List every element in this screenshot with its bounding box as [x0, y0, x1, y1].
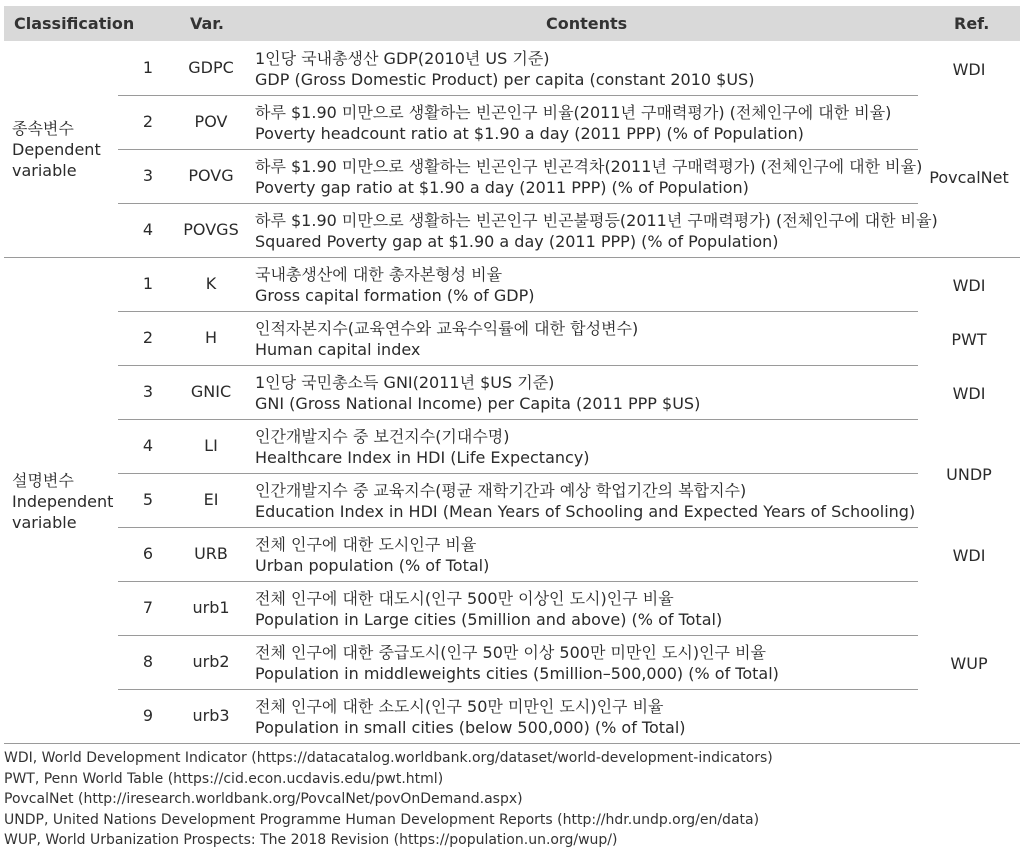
row-number: 3 [142, 166, 154, 185]
note-line: PWT, Penn World Table (https://cid.econ.ucdavis.edu/pwt.html) [4, 770, 444, 787]
header-var: Var. [190, 14, 224, 33]
row-number: 2 [142, 112, 154, 131]
table-header [4, 6, 1020, 41]
contents-ko: 국내총생산에 대한 총자본형성 비율 [255, 265, 503, 284]
ref-label: PWT [951, 330, 987, 349]
table-notes [4, 748, 773, 851]
row-number: 4 [142, 220, 154, 239]
contents-ko: 전체 인구에 대한 소도시(인구 50만 미만인 도시)인구 비율 [255, 697, 664, 716]
row-divider [118, 689, 918, 690]
row-contents [255, 426, 915, 468]
contents-ko: 하루 $1.90 미만으로 생활하는 빈곤인구 비율(2011년 구매력평가) (전체인구에 대한 비율) [255, 103, 892, 122]
row-number: 2 [142, 328, 154, 347]
contents-ko: 전체 인구에 대한 도시인구 비율 [255, 535, 477, 554]
ref-label: PovcalNet [929, 168, 1009, 187]
contents-ko: 인간개발지수 중 보건지수(기대수명) [255, 427, 510, 446]
row-contents [255, 588, 915, 630]
row-var: urb1 [192, 598, 230, 617]
classification-dependent [12, 118, 101, 181]
contents-ko: 전체 인구에 대한 중급도시(인구 50만 이상 500만 미만인 도시)인구 비율 [255, 643, 767, 662]
contents-en: GDP (Gross Domestic Product) per capita (constant 2010 $US) [255, 70, 755, 89]
contents-ko: 1인당 국민총소득 GNI(2011년 $US 기준) [255, 373, 555, 392]
row-var: POVGS [183, 220, 239, 239]
row-contents [255, 264, 915, 306]
row-number: 7 [142, 598, 154, 617]
row-number: 3 [142, 382, 154, 401]
row-var: urb3 [192, 706, 230, 725]
row-contents [255, 534, 915, 576]
contents-ko: 인간개발지수 중 교육지수(평균 재학기간과 예상 학업기간의 복합지수) [255, 481, 747, 500]
row-number: 4 [142, 436, 154, 455]
row-var: URB [194, 544, 228, 563]
row-divider [118, 95, 918, 96]
note-line: PovcalNet (http://iresearch.worldbank.org/PovcalNet/povOnDemand.aspx) [4, 791, 523, 807]
row-contents [255, 480, 915, 522]
row-divider [118, 473, 918, 474]
note-line: UNDP, United Nations Development Programme Human Development Reports (http://hdr.undp.org/en/data) [4, 811, 760, 828]
table-bottom-rule [4, 743, 1020, 744]
row-number: 1 [142, 274, 154, 293]
row-number: 8 [142, 652, 154, 671]
row-number: 5 [142, 490, 154, 509]
row-contents [255, 156, 923, 198]
contents-en: GNI (Gross National Income) per Capita (2011 PPP $US) [255, 394, 701, 413]
ref-label: WDI [952, 384, 986, 403]
contents-en: Urban population (% of Total) [255, 556, 490, 575]
row-var: urb2 [192, 652, 230, 671]
row-divider [118, 527, 918, 528]
contents-en: Population in Large cities (5million and above) (% of Total) [255, 610, 723, 629]
classification-ko: 종속변수 [12, 119, 74, 138]
row-number: 1 [142, 58, 154, 77]
row-contents [255, 210, 938, 252]
classification-independent [12, 470, 113, 533]
contents-ko: 하루 $1.90 미만으로 생활하는 빈곤인구 빈곤격차(2011년 구매력평가) (전체인구에 대한 비율) [255, 157, 923, 176]
ref-label: WDI [952, 546, 986, 565]
row-divider [118, 581, 918, 582]
row-contents [255, 696, 915, 738]
contents-en: Human capital index [255, 340, 421, 359]
classification-en: Independent [12, 492, 114, 511]
contents-en: Education Index in HDI (Mean Years of Schooling and Expected Years of Schooling) [255, 502, 916, 521]
row-contents [255, 318, 915, 360]
contents-en: Population in middleweights cities (5million–500,000) (% of Total) [255, 664, 779, 683]
contents-en: Gross capital formation (% of GDP) [255, 286, 535, 305]
ref-label: WUP [950, 654, 988, 673]
contents-en: Population in small cities (below 500,000) (% of Total) [255, 718, 686, 737]
classification-en: Dependent [12, 140, 101, 159]
row-contents [255, 48, 915, 90]
row-contents [255, 102, 915, 144]
row-divider [118, 419, 918, 420]
contents-en: Healthcare Index in HDI (Life Expectancy) [255, 448, 590, 467]
classification-ko: 설명변수 [12, 471, 74, 490]
classification-en: variable [12, 513, 77, 532]
row-var: LI [204, 436, 218, 455]
row-divider [118, 149, 918, 150]
header-ref: Ref. [954, 14, 990, 33]
row-var: POVG [188, 166, 234, 185]
ref-label: WDI [952, 276, 986, 295]
row-contents [255, 372, 915, 414]
header-classification: Classification [14, 14, 135, 33]
row-number: 6 [142, 544, 154, 563]
contents-ko: 전체 인구에 대한 대도시(인구 500만 이상인 도시)인구 비율 [255, 589, 674, 608]
contents-ko: 1인당 국내총생산 GDP(2010년 US 기준) [255, 49, 550, 68]
classification-en: variable [12, 161, 77, 180]
ref-label: UNDP [946, 465, 992, 484]
contents-en: Poverty gap ratio at $1.90 a day (2011 PPP) (% of Population) [255, 178, 749, 197]
row-divider [118, 635, 918, 636]
contents-ko: 하루 $1.90 미만으로 생활하는 빈곤인구 빈곤불평등(2011년 구매력평가) (전체인구에 대한 비율) [255, 211, 938, 230]
note-line: WDI, World Development Indicator (https://datacatalog.worldbank.org/dataset/world-development-indicators) [4, 750, 773, 766]
row-divider [118, 203, 918, 204]
row-var: GNIC [190, 382, 232, 401]
row-var: GDPC [188, 58, 234, 77]
contents-ko: 인적자본지수(교육연수와 교육수익률에 대한 합성변수) [255, 319, 639, 338]
row-var: H [204, 328, 218, 347]
row-var: K [205, 274, 217, 293]
row-divider [118, 311, 918, 312]
row-contents [255, 642, 915, 684]
row-var: EI [203, 490, 219, 509]
group-divider [4, 257, 1020, 258]
contents-en: Squared Poverty gap at $1.90 a day (2011 PPP) (% of Population) [255, 232, 779, 251]
contents-en: Poverty headcount ratio at $1.90 a day (2011 PPP) (% of Population) [255, 124, 804, 143]
header-contents: Contents [546, 14, 628, 33]
row-var: POV [194, 112, 228, 131]
note-line: WUP, World Urbanization Prospects: The 2018 Revision (https://population.un.org/wup/) [4, 832, 618, 848]
row-divider [118, 365, 918, 366]
ref-label: WDI [952, 60, 986, 79]
row-number: 9 [142, 706, 154, 725]
